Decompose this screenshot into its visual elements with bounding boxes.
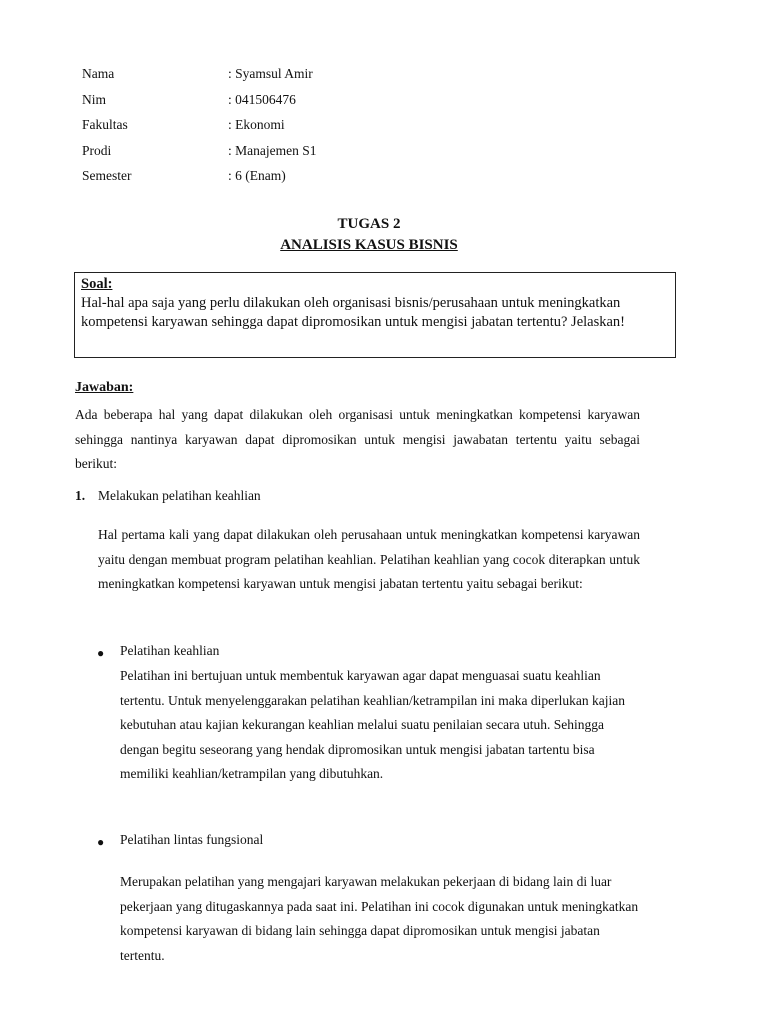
- item-title: Melakukan pelatihan keahlian: [98, 488, 261, 503]
- bullet-icon: ●: [97, 835, 105, 849]
- bullet-icon: ●: [97, 646, 105, 660]
- info-row-nama: [82, 66, 316, 92]
- item-1-paragraph: Hal pertama kali yang dapat dilakukan oleh perusahaan untuk meningkatkan kompetensi karyawan yaitu dengan membuat program pelatihan keahlian. Pelatihan keahlian yang cocok diterapkan untuk meningkatkan kompetensi karyawan untuk mengisi jabatan tertentu yaitu sebagai berikut:: [98, 527, 640, 591]
- bullet-2-text: Merupakan pelatihan yang mengajari karyawan melakukan pekerjaan di bidang lain di luar pekerjaan yang ditugaskannya pada saat ini. Pelatihan ini cocok digunakan untuk meningkatkan kompetensi karyawan di bidang lain sehingga dapat dipromosikan untuk mengisi jabatan tertentu.: [120, 874, 639, 963]
- info-row-fakultas: [82, 117, 316, 143]
- info-label: Nim: [82, 91, 107, 107]
- numbered-item-1: [75, 488, 261, 504]
- question-text: Hal-hal apa saja yang perlu dilakukan oleh organisasi bisnis/perusahaan untuk meningkatkan kompetensi karyawan sehingga dapat dipromosikan untuk mengisi jabatan tertentu? Jelaskan!: [81, 295, 625, 330]
- question-heading: Soal:: [81, 276, 113, 292]
- info-label: Semester: [82, 168, 132, 183]
- info-value: : Syamsul Amir: [228, 66, 313, 81]
- info-value: : 6 (Enam): [228, 168, 286, 183]
- info-row-semester: [82, 168, 316, 194]
- question-box: [74, 272, 676, 358]
- student-info: [82, 66, 316, 194]
- info-label: Fakultas: [82, 117, 128, 132]
- document-subtitle: ANALISIS KASUS BISNIS: [280, 237, 458, 253]
- bullet-item-2: [97, 832, 263, 852]
- bullet-title: Pelatihan lintas fungsional: [120, 832, 264, 847]
- info-row-nim: [82, 92, 316, 118]
- bullet-1-text: Pelatihan ini bertujuan untuk membentuk karyawan agar dapat menguasai suatu keahlian tertentu. Untuk menyelenggarakan pelatihan keahlian/ketrampilan ini maka diperlukan kajian kebutuhan atau kajian kekurangan keahlian melalui suatu penilaian secara utuh. Sehingga dengan begitu seseorang yang hendak dipromosikan untuk mengisi jabatan tartentu bisa memiliki keahlian/ketrampilan yang dibutuhkan.: [120, 668, 625, 781]
- info-label: Prodi: [82, 142, 112, 158]
- info-value: : 041506476: [228, 91, 296, 107]
- info-label: Nama: [82, 66, 115, 81]
- answer-intro: Ada beberapa hal yang dapat dilakukan oleh organisasi untuk meningkatkan kompetensi karyawan sehingga nantinya karyawan dapat dipromosikan untuk mengisi jawabatan tertentu yaitu sebagai berikut:: [75, 407, 640, 471]
- answer-heading: Jawaban:: [75, 380, 134, 395]
- bullet-title: Pelatihan keahlian: [120, 643, 220, 658]
- info-value: : Ekonomi: [228, 117, 285, 132]
- bullet-item-1: [97, 643, 219, 663]
- info-value: : Manajemen S1: [228, 142, 317, 158]
- document-title: TUGAS 2: [337, 216, 401, 232]
- info-row-prodi: [82, 143, 316, 169]
- item-number: 1.: [75, 488, 86, 503]
